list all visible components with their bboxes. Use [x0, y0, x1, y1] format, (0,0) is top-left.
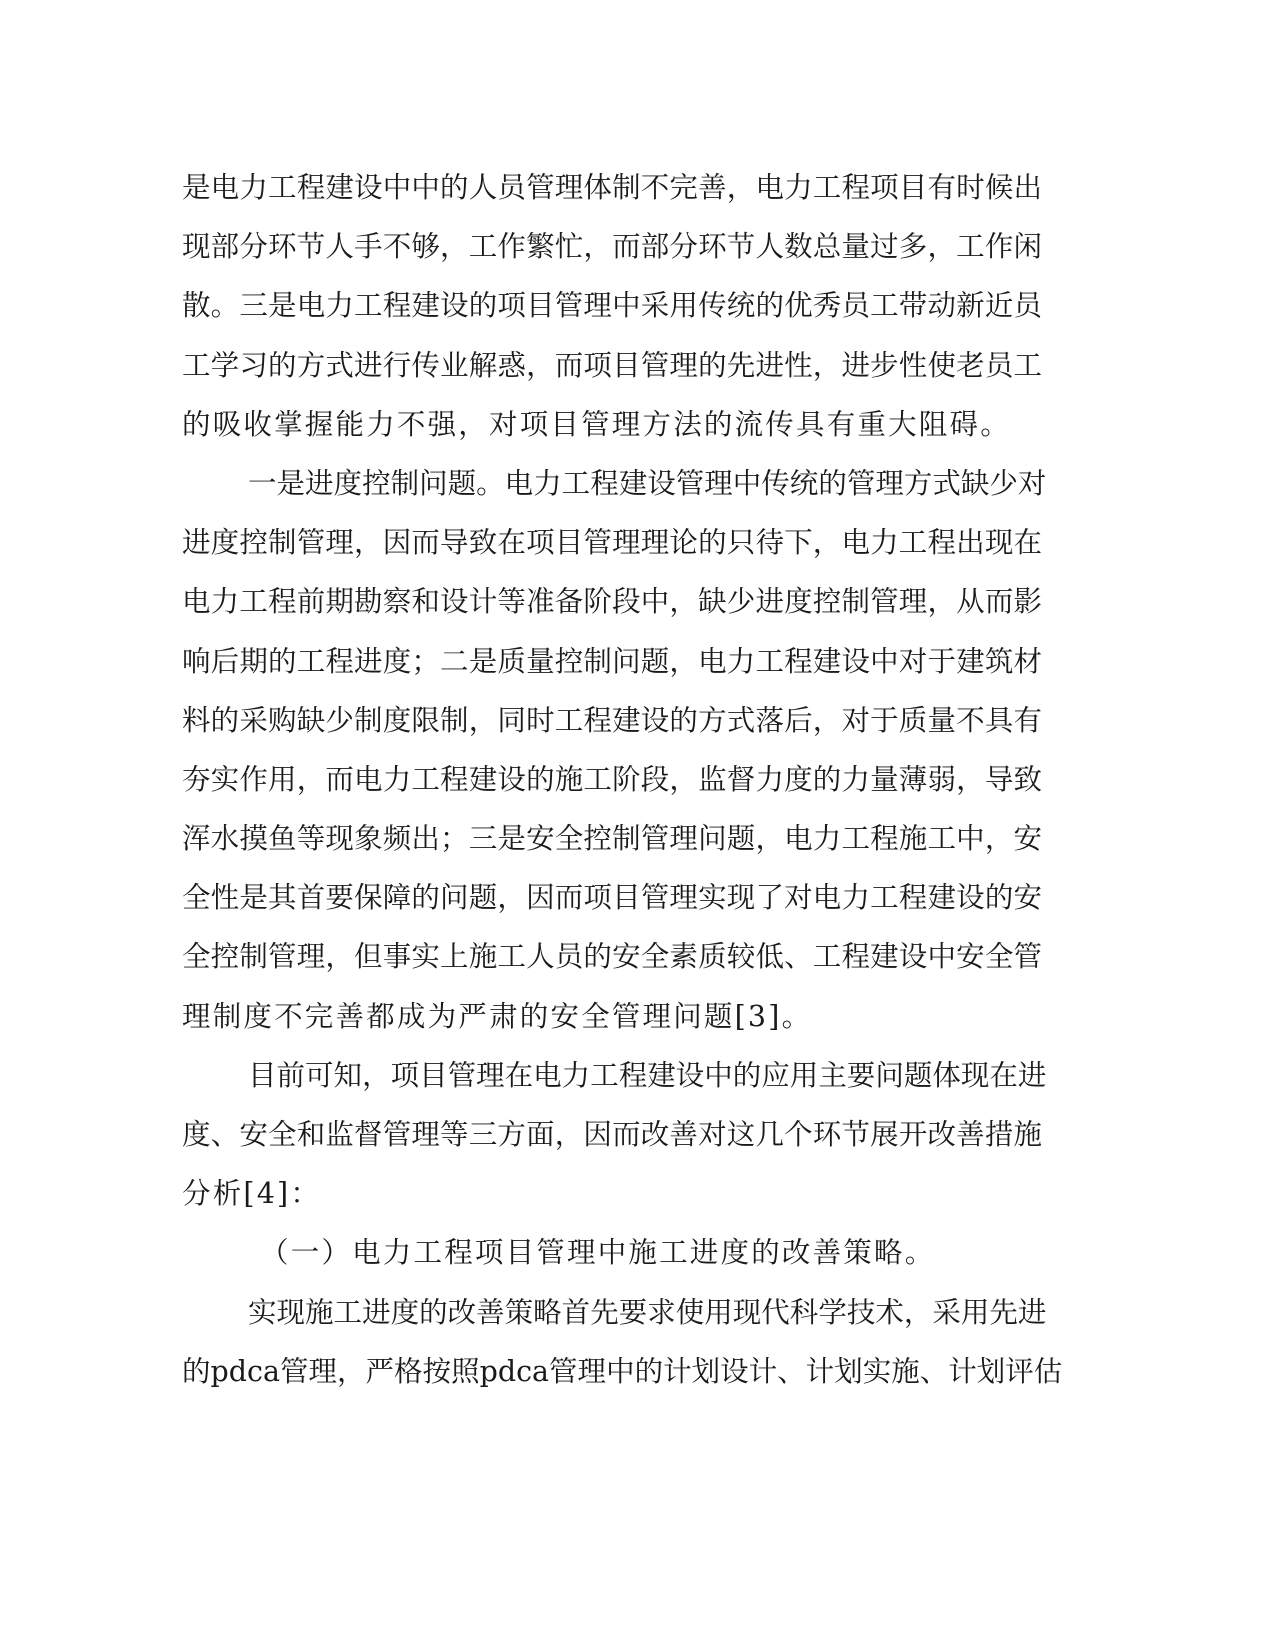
text-line: 全 控 制 管 理 ， 但 事 实 上 施 工 人 员 的 安 全 素 质 较 低 、 工 程 建 设 中 安 全 管	[182, 940, 1042, 974]
section-heading: （一）电力工程项目管理中施工进度的改善策略。	[260, 1236, 936, 1270]
text-line: 进 度 控 制 管 理 ， 因 而 导 致 在 项 目 管 理 理 论 的 只 待 下 ， 电 力 工 程 出 现 在	[182, 526, 1042, 560]
text-line: 现 部 分 环 节 人 手 不 够 ， 工 作 繁 忙 ， 而 部 分 环 节 人 数 总 量 过 多 ， 工 作 闲	[182, 230, 1042, 264]
text-line: 分析[4]：	[182, 1177, 322, 1211]
text-line: 响 后 期 的 工 程 进 度 ； 二 是 质 量 控 制 问 题 ， 电 力 工 程 建 设 中 对 于 建 筑 材	[182, 644, 1042, 678]
text-line: 散 。 三 是 电 力 工 程 建 设 的 项 目 管 理 中 采 用 传 统 的 优 秀 员 工 带 动 新 近 员	[182, 289, 1042, 323]
text-line: 的 pdca 管 理 ， 严 格 按 照 pdca 管 理 中 的 计 划 设 计 、 计 划 实 施 、 计 划 评 估	[182, 1354, 1063, 1388]
text-line: 全 性 是 其 首 要 保 障 的 问 题 ， 因 而 项 目 管 理 实 现 了 对 电 力 工 程 建 设 的 安	[182, 881, 1042, 915]
text-line: 一 是 进 度 控 制 问 题 。 电 力 工 程 建 设 管 理 中 传 统 的 管 理 方 式 缺 少 对	[248, 466, 1047, 500]
text-line: 浑 水 摸 鱼 等 现 象 频 出 ； 三 是 安 全 控 制 管 理 问 题 ， 电 力 工 程 施 工 中 ， 安	[182, 822, 1042, 856]
text-line: 料 的 采 购 缺 少 制 度 限 制 ， 同 时 工 程 建 设 的 方 式 落 后 ， 对 于 质 量 不 具 有	[182, 703, 1042, 737]
text-line: 实 现 施 工 进 度 的 改 善 策 略 首 先 要 求 使 用 现 代 科 学 技 术 ， 采 用 先 进	[248, 1295, 1047, 1329]
text-line: 的吸收掌握能力不强，对项目管理方法的流传具有重大阻碍。	[182, 407, 1011, 441]
document-body	[182, 158, 1063, 1401]
text-line: 度 、 安 全 和 监 督 管 理 等 三 方 面 ， 因 而 改 善 对 这 几 个 环 节 展 开 改 善 措 施	[182, 1118, 1042, 1151]
text-line: 工 学 习 的 方 式 进 行 传 业 解 惑 ， 而 项 目 管 理 的 先 进 性 ， 进 步 性 使 老 员 工	[182, 348, 1042, 382]
text-line: 理制度不完善都成为严肃的安全管理问题[3]。	[182, 999, 813, 1033]
text-line: 夯 实 作 用 ， 而 电 力 工 程 建 设 的 施 工 阶 段 ， 监 督 力 度 的 力 量 薄 弱 ， 导 致	[182, 762, 1042, 796]
text-line: 电 力 工 程 前 期 勘 察 和 设 计 等 准 备 阶 段 中 ， 缺 少 进 度 控 制 管 理 ， 从 而 影	[182, 585, 1042, 619]
text-line: 是 电 力 工 程 建 设 中 中 的 人 员 管 理 体 制 不 完 善 ， 电 力 工 程 项 目 有 时 候 出	[182, 171, 1042, 204]
text-line: 目 前 可 知 ， 项 目 管 理 在 电 力 工 程 建 设 中 的 应 用 主 要 问 题 体 现 在 进	[248, 1058, 1047, 1092]
